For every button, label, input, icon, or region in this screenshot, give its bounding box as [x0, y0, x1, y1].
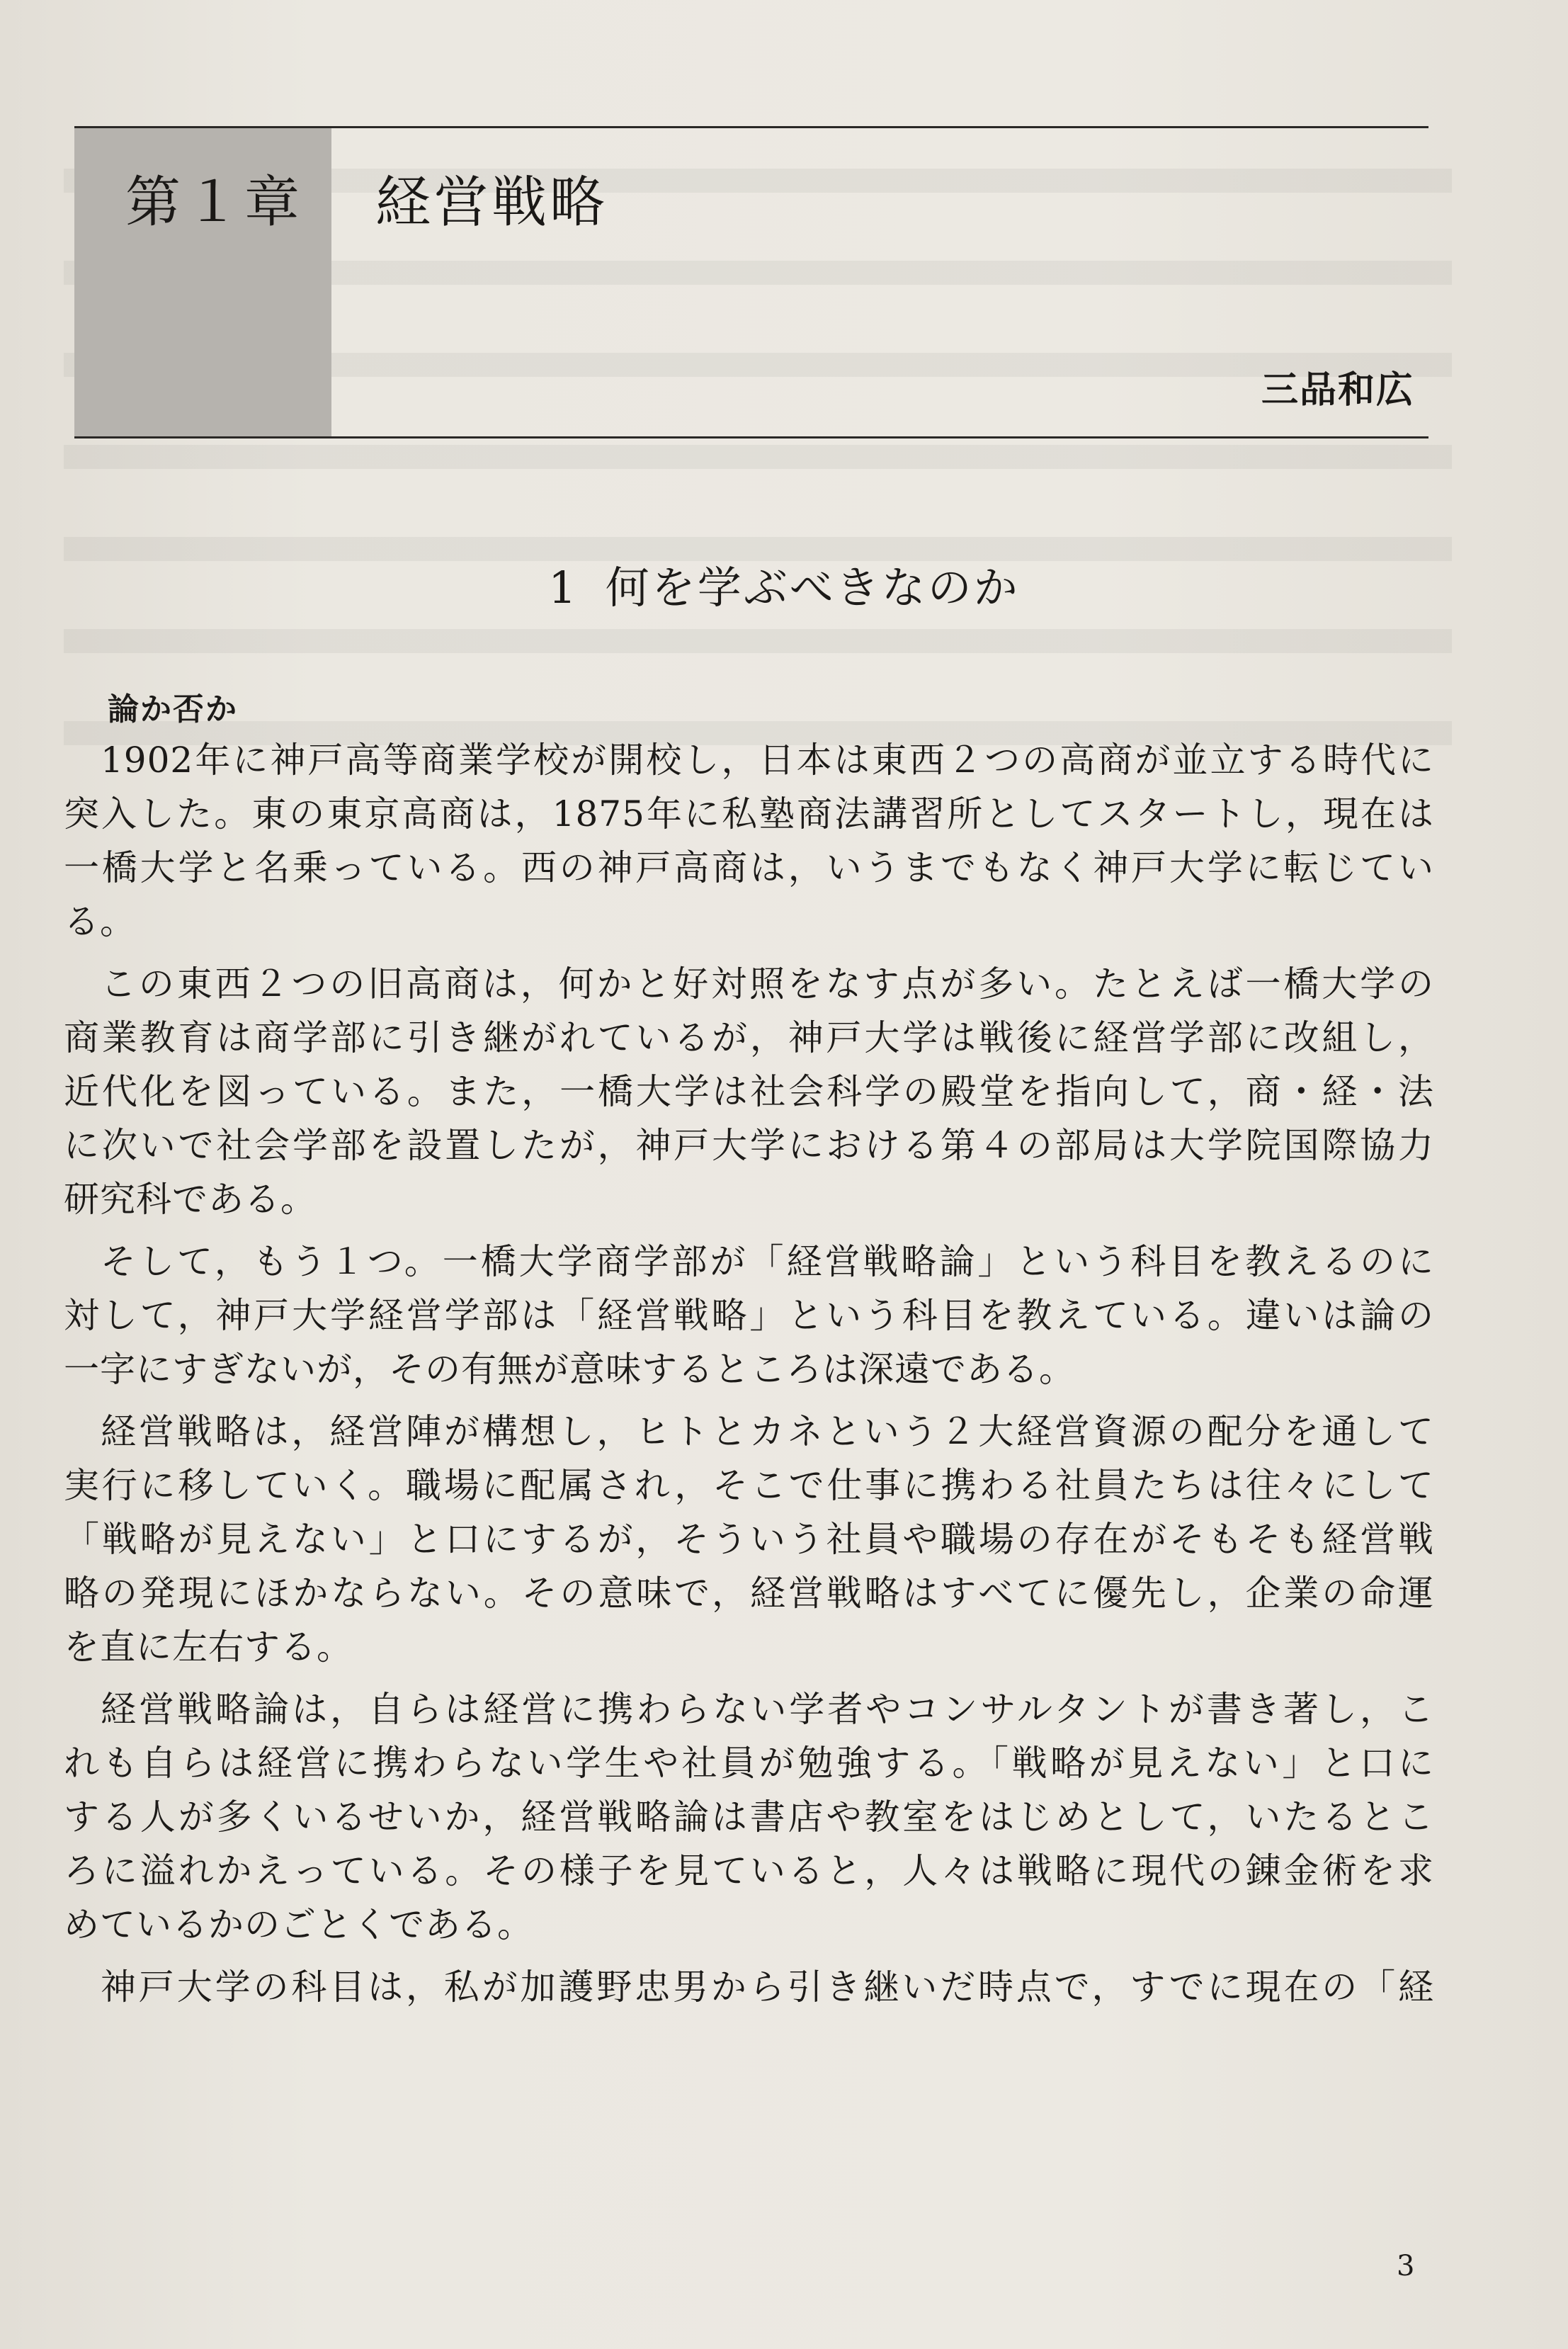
text-line: る。 [64, 901, 136, 942]
text-line: 1902年に神戸高等商業学校が開校し，日本は東西２つの高商が並立する時代に [101, 740, 1434, 781]
paragraph [64, 1405, 1434, 1674]
text-line: 商業教育は商学部に引き継がれているが，神戸大学は戦後に経営学部に改組し， [64, 1017, 1434, 1058]
chapter-header [74, 126, 1428, 438]
text-line: 経営戦略は，経営陣が構想し，ヒトとカネという２大経営資源の配分を通して [101, 1411, 1434, 1452]
paragraph [64, 1235, 1434, 1396]
header-bottom-rule [74, 436, 1428, 438]
text-line: 近代化を図っている。また，一橋大学は社会科学の殿堂を指向して，商・経・法 [64, 1071, 1434, 1112]
chapter-author: 三品和広 [1261, 369, 1414, 412]
text-line: 対して，神戸大学経営学部は「経営戦略」という科目を教えている。違いは論の [64, 1295, 1434, 1336]
text-line: そして，もう１つ。一橋大学商学部が「経営戦略論」という科目を教えるのに [101, 1241, 1434, 1282]
text-line: この東西２つの旧高商は，何かと好対照をなす点が多い。たとえば一橋大学の [101, 963, 1434, 1004]
text-line: れも自らは経営に携わらない学生や社員が勉強する。「戦略が見えない」と口に [64, 1743, 1434, 1784]
paragraph [64, 957, 1434, 1226]
text-line: 「戦略が見えない」と口にするが，そういう社員や職場の存在がそもそも経営戦 [64, 1519, 1434, 1560]
text-line: 一字にすぎないが，その有無が意味するところは深遠である。 [64, 1349, 1075, 1390]
chapter-title: 経営戦略 [375, 171, 608, 234]
text-line: ろに溢れかえっている。その様子を見ていると，人々は戦略に現代の錬金術を求 [64, 1850, 1434, 1891]
text-line: 経営戦略論は，自らは経営に携わらない学者やコンサルタントが書き著し，こ [101, 1689, 1434, 1730]
section-title: 何を学ぶべきなのか [605, 562, 1020, 613]
paragraph [64, 1682, 1434, 1952]
text-line: 突入した。東の東京高商は，1875年に私塾商法講習所としてスタートし，現在は [64, 793, 1434, 834]
body-text [64, 733, 1434, 2022]
text-line: に次いで社会学部を設置したが，神戸大学における第４の部局は大学院国際協力 [64, 1125, 1434, 1166]
subheading: 論か否か [108, 691, 238, 728]
text-line: 神戸大学の科目は，私が加護野忠男から引き継いだ時点で，すでに現在の「経 [101, 1966, 1434, 2008]
section-heading [0, 553, 1568, 616]
text-line: 研究科である。 [64, 1179, 317, 1220]
paragraph [64, 733, 1434, 949]
text-line: する人が多くいるせいか，経営戦略論は書店や教室をはじめとして，いたるとこ [64, 1796, 1434, 1838]
text-line: 略の発現にほかならない。その意味で，経営戦略はすべてに優先し，企業の命運 [64, 1573, 1434, 1614]
text-line: めているかのごとくである。 [64, 1904, 533, 1945]
section-number: 1 [548, 562, 579, 613]
paragraph [64, 1960, 1434, 2014]
text-line: を直に左右する。 [64, 1626, 353, 1668]
text-line: 一橋大学と名乗っている。西の神戸高商は，いうまでもなく神戸大学に転じてい [64, 847, 1434, 888]
page-number: 3 [1397, 2250, 1415, 2282]
chapter-number: 第１章 [125, 171, 305, 234]
text-line: 実行に移していく。職場に配属され，そこで仕事に携わる社員たちは往々にして [64, 1465, 1434, 1506]
